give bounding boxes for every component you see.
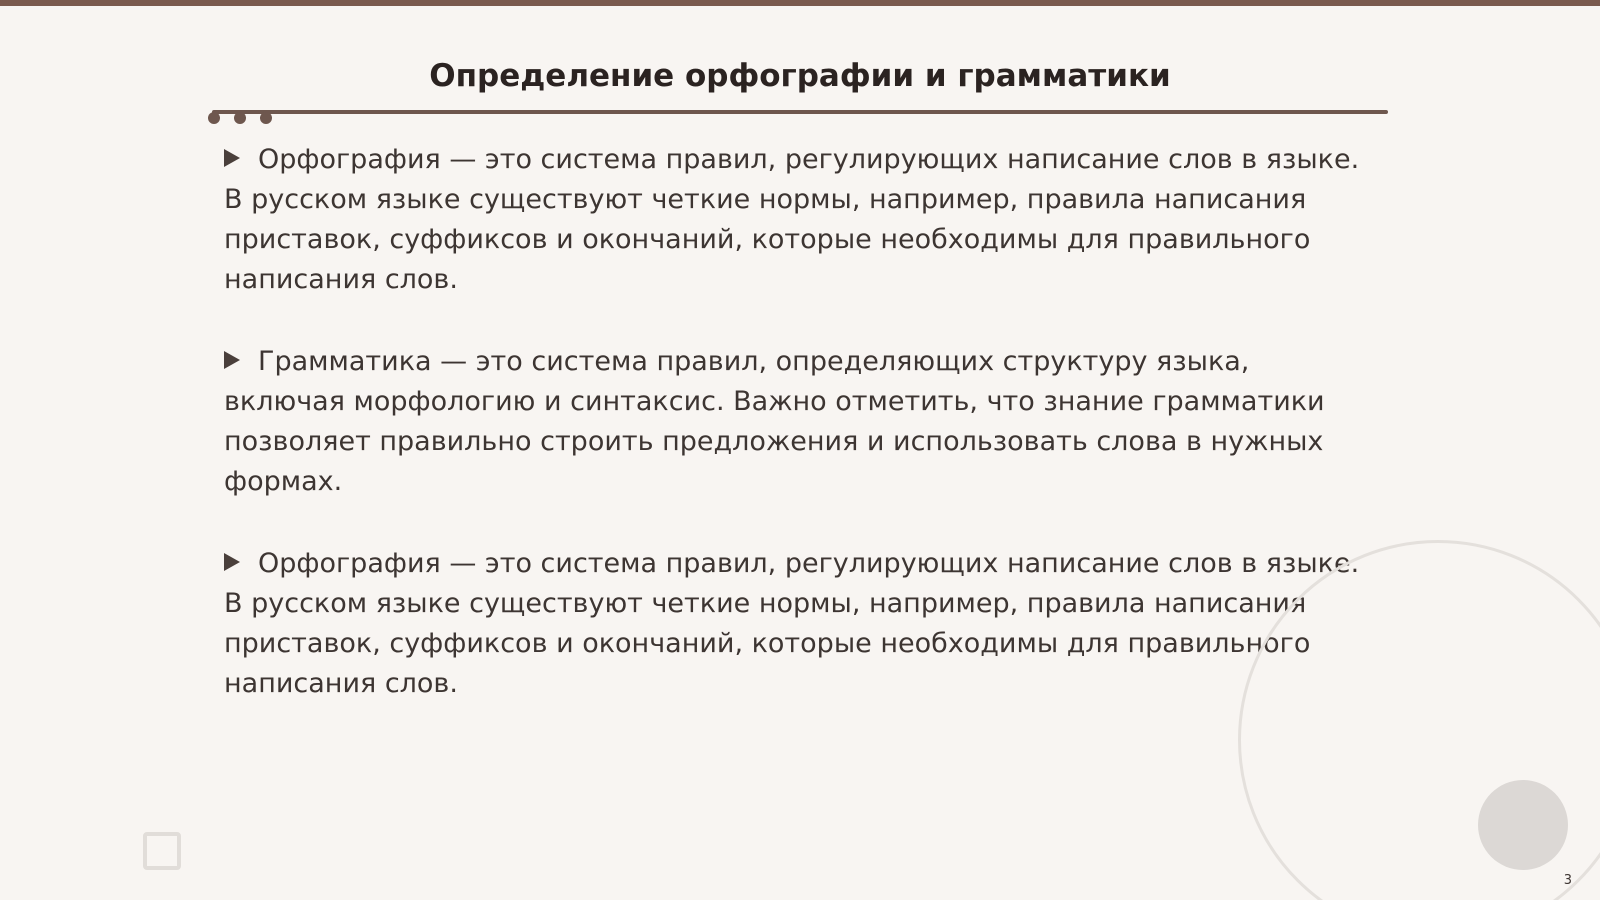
decorative-disc [1478, 780, 1568, 870]
triangle-bullet-icon [224, 351, 240, 369]
bullet-item-3 [224, 544, 1374, 704]
slide-title: Определение орфографии и грамматики [429, 58, 1171, 94]
bullet-item-1 [224, 140, 1374, 300]
bullet-text-1: Орфография — это система правил, регулирующих написание слов в языке. В русском языке существуют четкие нормы, например, правила написания приставок, суффиксов и окончаний, которые необходимы для правильного написания слов. [224, 144, 1360, 295]
underline-dot-1 [208, 112, 220, 124]
underline-dot-2 [234, 112, 246, 124]
title-underline [212, 110, 1388, 114]
top-accent-bar [0, 0, 1600, 6]
bullet-text-2: Грамматика — это система правил, определяющих структуру языка, включая морфологию и синтаксис. Важно отметить, что знание грамматики позволяет правильно строить предложения и использовать слова в нужных формах. [224, 346, 1325, 497]
triangle-bullet-icon [224, 149, 240, 167]
bullet-item-2 [224, 342, 1374, 502]
bullet-list [224, 140, 1374, 746]
triangle-bullet-icon [224, 553, 240, 571]
bullet-text-3: Орфография — это система правил, регулирующих написание слов в языке. В русском языке существуют четкие нормы, например, правила написания приставок, суффиксов и окончаний, которые необходимы для правильного написания слов. [224, 548, 1360, 699]
page-number: 3 [1563, 873, 1572, 888]
decorative-square [143, 832, 181, 870]
underline-dot-3 [260, 112, 272, 124]
